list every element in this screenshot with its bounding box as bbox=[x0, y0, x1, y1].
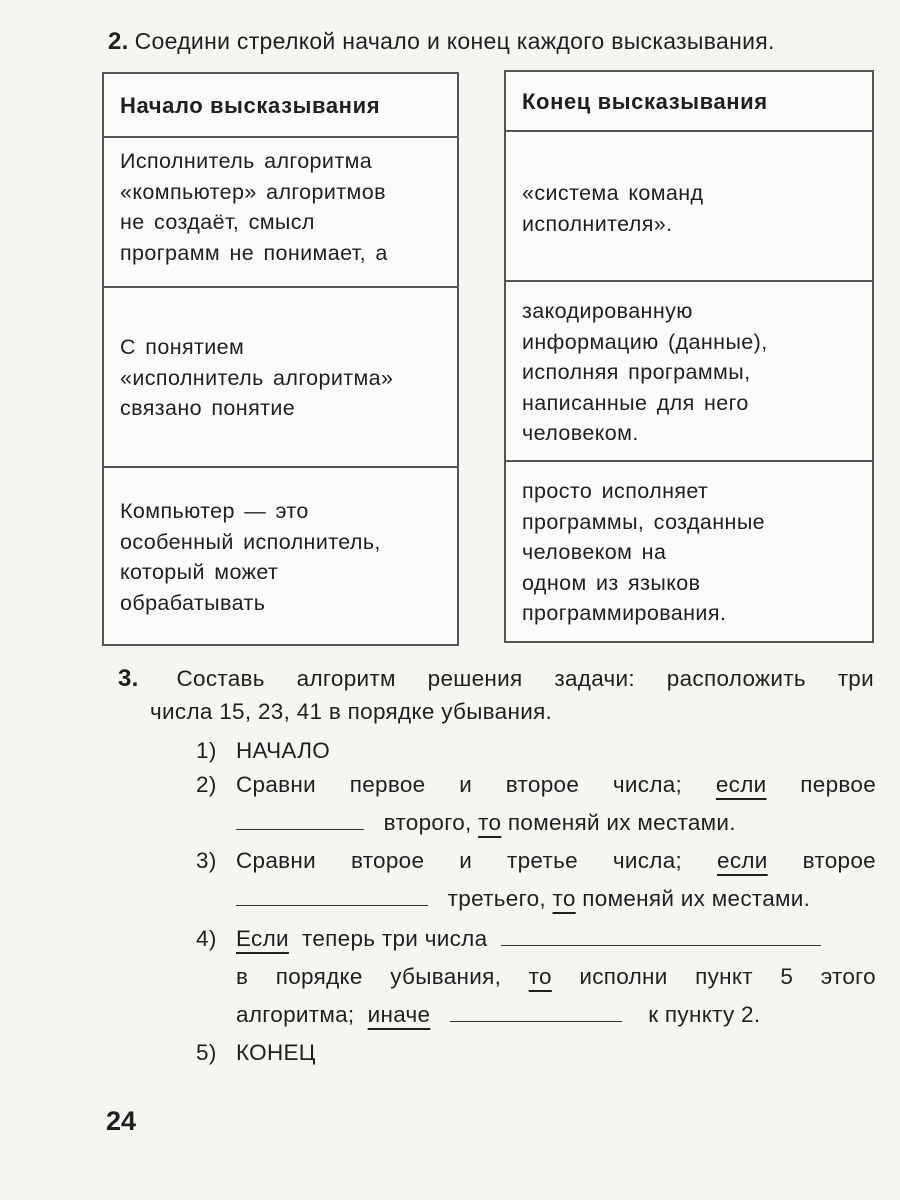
then-keyword: то bbox=[528, 964, 552, 989]
step-3-text: поменяй их местами. bbox=[582, 886, 811, 911]
step-3-number: 3) bbox=[196, 848, 217, 873]
left-cell-1[interactable] bbox=[104, 138, 457, 288]
right-cell-1[interactable] bbox=[506, 132, 872, 282]
left-cell-1-line: Исполнитель алгоритма bbox=[120, 149, 373, 173]
then-keyword: то bbox=[478, 810, 502, 835]
left-cell-2-line: С понятием bbox=[120, 335, 245, 359]
step-2-text: Сравни первое и второе числа; bbox=[236, 772, 683, 797]
left-cell-3-line: Компьютер — это bbox=[120, 499, 309, 523]
answer-blank-step-4-condition[interactable] bbox=[501, 921, 821, 946]
task-2-text: Соедини стрелкой начало и конец каждого высказывания. bbox=[134, 28, 775, 54]
step-3-text: третьего, bbox=[447, 886, 546, 911]
answer-blank-step-4-else[interactable] bbox=[450, 997, 622, 1022]
task-2-number: 2. bbox=[108, 28, 129, 55]
step-4-number: 4) bbox=[196, 926, 217, 951]
left-cell-2[interactable] bbox=[104, 288, 457, 468]
task-3-instruction bbox=[118, 662, 874, 728]
if-keyword: если bbox=[717, 848, 768, 873]
left-column-header: Начало высказывания bbox=[104, 74, 457, 138]
left-cell-1-line: «компьютер» алгоритмов bbox=[120, 179, 386, 204]
answer-blank-step-3[interactable] bbox=[236, 881, 428, 906]
right-cell-3-line: программы, созданные bbox=[522, 509, 766, 534]
right-cell-2-line: написанные для него bbox=[522, 390, 749, 415]
page-number: 24 bbox=[106, 1106, 137, 1136]
left-cell-2-line: связано понятие bbox=[120, 396, 296, 420]
statement-endings-column bbox=[504, 70, 874, 643]
then-keyword: то bbox=[552, 886, 576, 911]
right-cell-2-line: исполняя программы, bbox=[522, 360, 751, 384]
step-2-text: первое bbox=[800, 772, 877, 797]
left-cell-3-line: обрабатывать bbox=[120, 590, 266, 615]
task-3-number: 3. bbox=[118, 665, 139, 692]
step-4-text: к пункту 2. bbox=[648, 1002, 761, 1027]
step-1-number: 1) bbox=[196, 738, 217, 763]
step-4-text: алгоритма; bbox=[236, 1002, 355, 1027]
right-cell-3[interactable] bbox=[506, 462, 872, 641]
else-keyword: иначе bbox=[367, 1002, 431, 1027]
statement-beginnings-column bbox=[102, 72, 459, 646]
step-2-text: поменяй их местами. bbox=[507, 810, 736, 835]
answer-blank-step-2[interactable] bbox=[236, 805, 364, 830]
step-3-text: второе bbox=[802, 848, 876, 873]
right-cell-1-line: «система команд bbox=[522, 181, 704, 205]
left-cell-3-line: который может bbox=[120, 560, 279, 584]
step-2-number: 2) bbox=[196, 772, 217, 797]
left-cell-3[interactable] bbox=[104, 468, 457, 644]
task-2-instruction bbox=[108, 28, 775, 56]
left-cell-1-line: не создаёт, смысл bbox=[120, 210, 315, 234]
step-4-text: теперь три числа bbox=[302, 926, 488, 951]
right-cell-3-line: одном из языков bbox=[522, 570, 701, 595]
right-cell-2-line: человеком. bbox=[522, 421, 639, 445]
step-5-number: 5) bbox=[196, 1040, 217, 1065]
step-2-text: второго, bbox=[383, 810, 472, 835]
step-5-text: КОНЕЦ bbox=[236, 1040, 316, 1065]
right-cell-2-line: закодированную bbox=[522, 299, 693, 323]
left-cell-2-line: «исполнитель алгоритма» bbox=[120, 365, 394, 390]
right-cell-3-line: человеком на bbox=[522, 540, 667, 564]
task-3-line-2: числа 15, 23, 41 в порядке убывания. bbox=[150, 699, 553, 724]
step-4-text: исполни пункт 5 этого bbox=[579, 964, 876, 989]
right-column-header: Конец высказывания bbox=[506, 72, 872, 132]
if-keyword: Если bbox=[236, 926, 289, 951]
step-1-text: НАЧАЛО bbox=[236, 738, 331, 763]
right-cell-3-line: программирования. bbox=[522, 601, 727, 625]
left-cell-3-line: особенный исполнитель, bbox=[120, 529, 381, 554]
if-keyword: если bbox=[715, 772, 767, 797]
right-cell-3-line: просто исполняет bbox=[522, 479, 709, 503]
step-3-text: Сравни второе и третье числа; bbox=[236, 848, 683, 873]
left-cell-1-line: программ не понимает, а bbox=[120, 240, 388, 265]
step-4-text: в порядке убывания, bbox=[236, 964, 502, 989]
right-cell-2[interactable] bbox=[506, 282, 872, 462]
right-cell-1-line: исполнителя». bbox=[522, 211, 673, 236]
task-3-line-1: Составь алгоритм решения задачи: расположить три bbox=[176, 666, 874, 691]
right-cell-2-line: информацию (данные), bbox=[522, 329, 768, 354]
